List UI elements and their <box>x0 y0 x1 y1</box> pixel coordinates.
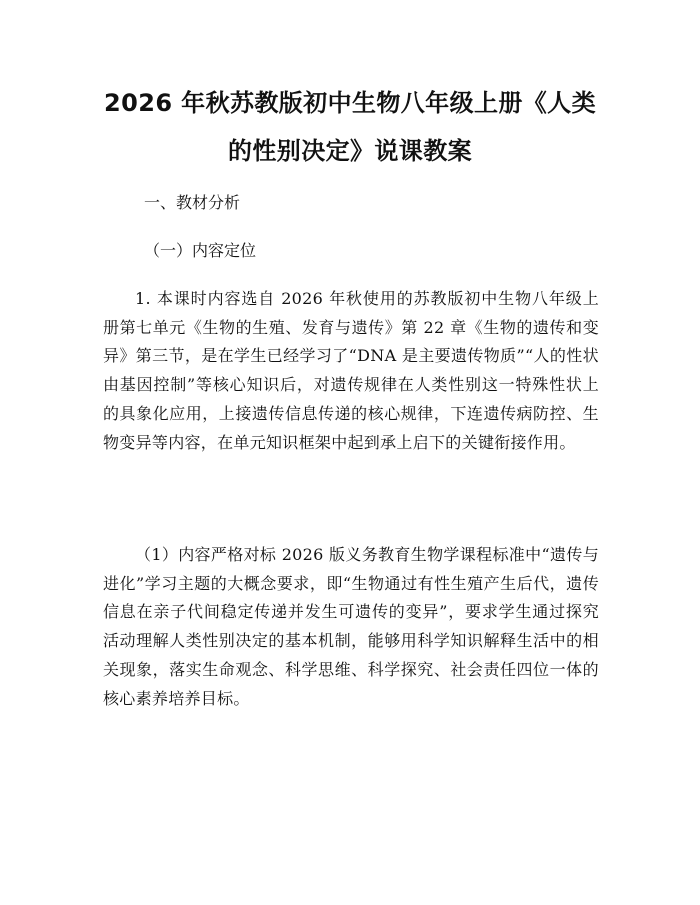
body-paragraph: （1）内容严格对标 2026 版义务教育生物学课程标准中“遗传与进化”学习主题的大概念要求，即“生物通过有性生殖产生后代，遗传信息在亲子代间稳定传递并发生可遗传的变异”，要求学生通过探究活动理解人类性别决定的基本机制，能够用科学知识解释生活中的相关现象，落实生命观念、科学思维、科学探究、社会责任四位一体的核心素养培养目标。 <box>103 545 599 708</box>
document-title-line-1: 2026 年秋苏教版初中生物八年级上册《人类 <box>104 89 596 117</box>
subsection-heading: （一）内容定位 <box>144 241 257 260</box>
section-heading: 一、教材分析 <box>144 193 241 212</box>
body-paragraph: 1. 本课时内容选自 2026 年秋使用的苏教版初中生物八年级上册第七单元《生物的生殖、发育与遗传》第 22 章《生物的遗传和变异》第三节，是在学生已经学习了“DNA 是主要遗传物质”“人的性状由基因控制”等核心知识后，对遗传规律在人类性别这一特殊性状上的具象化应用，上接遗传信息传递的核心规律，下连遗传病防控、生物变异等内容，在单元知识框架中起到承上启下的关键衔接作用。 <box>103 289 599 452</box>
document-title-line-2: 的性别决定》说课教案 <box>228 137 472 165</box>
